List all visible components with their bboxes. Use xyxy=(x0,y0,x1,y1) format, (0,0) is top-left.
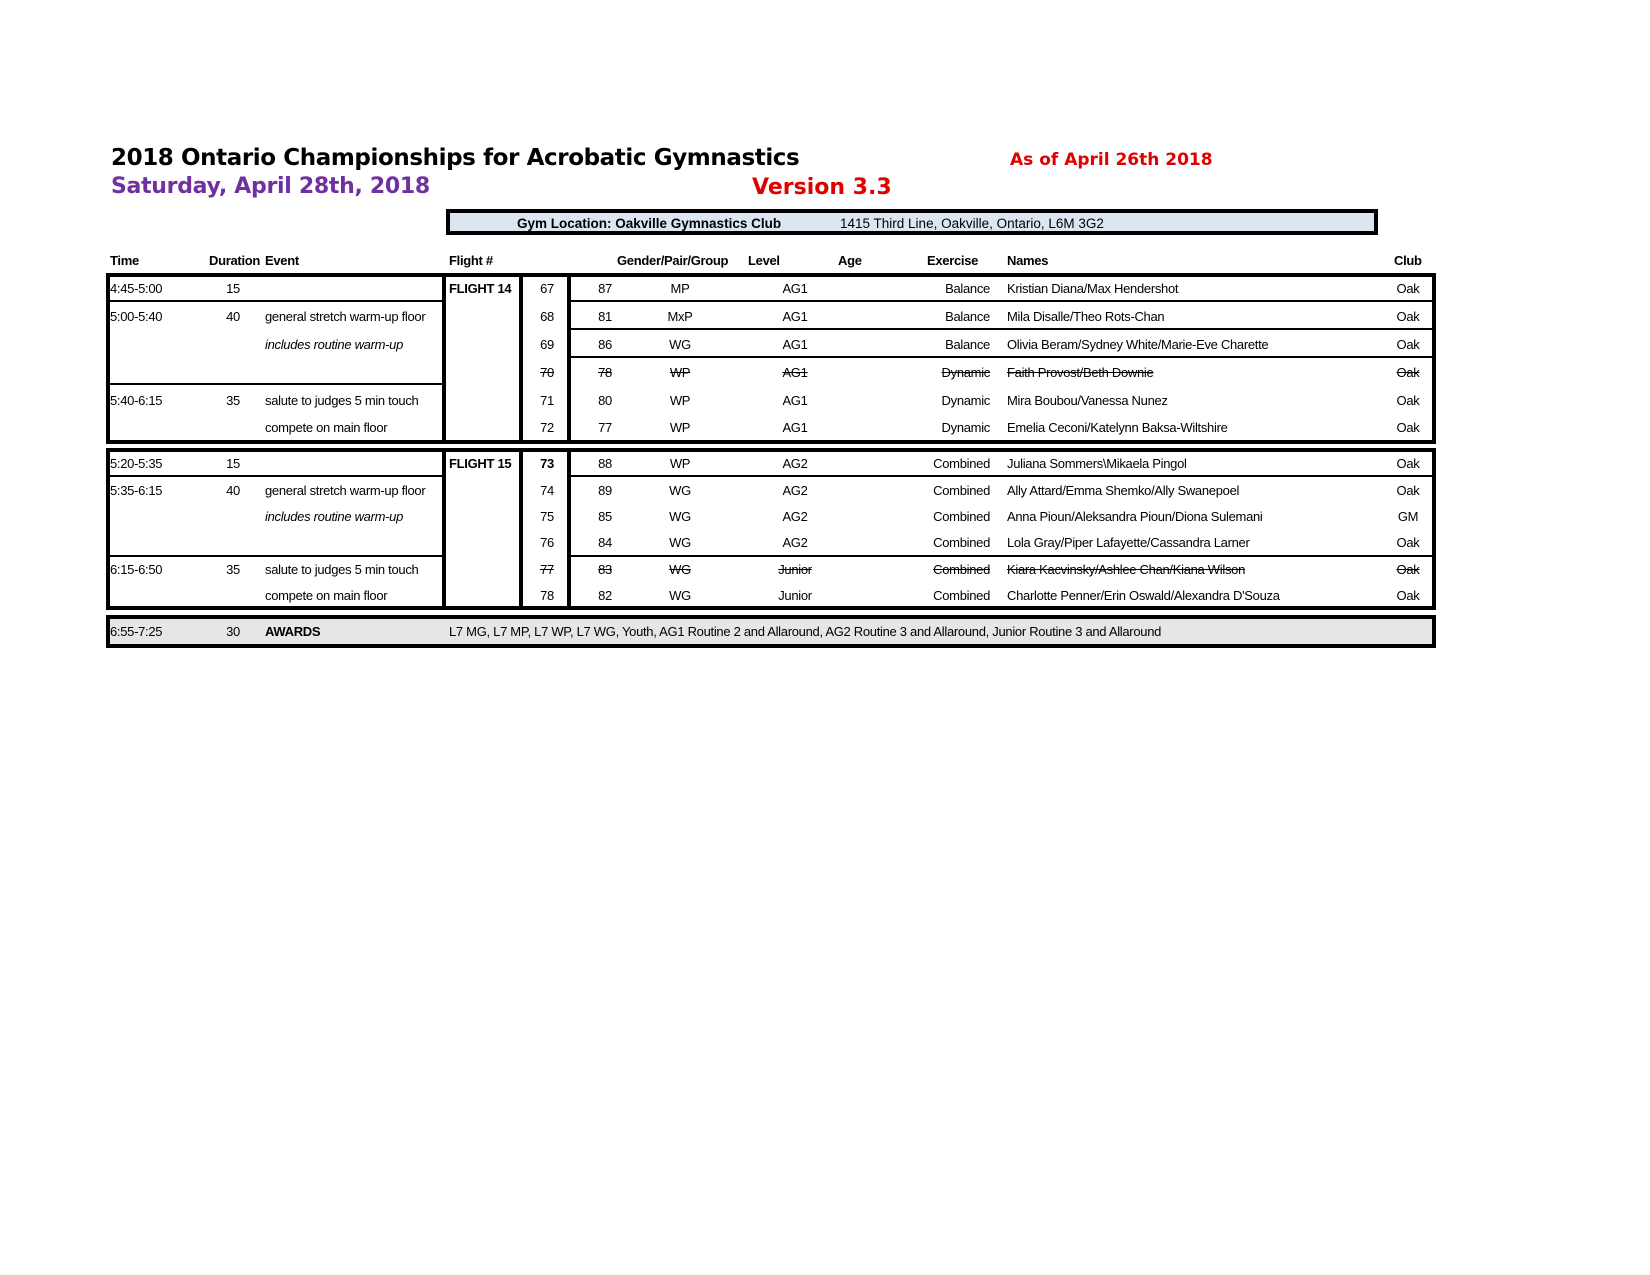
gender-group: WP xyxy=(669,365,691,380)
row-divider xyxy=(106,475,444,477)
entry-number: 77 xyxy=(598,420,612,435)
entry-number: 82 xyxy=(598,588,612,603)
entry-number: 81 xyxy=(598,309,612,324)
col-exercise: Exercise xyxy=(927,253,979,268)
names: Juliana Sommers\Mikaela Pingol xyxy=(1007,456,1187,471)
flight-15-divider xyxy=(519,448,523,610)
names: Olivia Beram/Sydney White/Marie-Eve Charette xyxy=(1007,337,1269,352)
row-divider xyxy=(567,328,1436,330)
row-divider xyxy=(106,383,444,385)
gender-group: MxP xyxy=(667,309,693,324)
entry-number: 78 xyxy=(598,365,612,380)
schedule-time: 5:00-5:40 xyxy=(110,309,163,324)
schedule-time: 6:15-6:50 xyxy=(110,562,163,577)
entry-number: 84 xyxy=(598,535,612,550)
schedule-duration: 35 xyxy=(226,393,240,408)
gender-group: WG xyxy=(669,562,691,577)
level: AG2 xyxy=(782,535,808,550)
version-label: Version 3.3 xyxy=(752,175,892,200)
flight-14-divider xyxy=(519,273,523,444)
row-divider xyxy=(567,555,1436,557)
schedule-event: salute to judges 5 min touch xyxy=(265,562,419,577)
event-date: Saturday, April 28th, 2018 xyxy=(111,174,430,199)
club: GM xyxy=(1397,509,1419,524)
exercise: Combined xyxy=(933,509,990,524)
names: Ally Attard/Emma Shemko/Ally Swanepoel xyxy=(1007,483,1240,498)
flight-label: FLIGHT 15 xyxy=(449,456,512,471)
schedule-time: 4:45-5:00 xyxy=(110,281,163,296)
club: Oak xyxy=(1396,337,1420,352)
flight-15-divider xyxy=(567,448,571,610)
schedule-duration: 15 xyxy=(226,281,240,296)
gym-address: 1415 Third Line, Oakville, Ontario, L6M 3G2 xyxy=(840,216,1104,231)
order-number: 73 xyxy=(540,456,554,471)
names: Charlotte Penner/Erin Oswald/Alexandra D'Souza xyxy=(1007,588,1280,603)
schedule-duration: 40 xyxy=(226,483,240,498)
awards-time: 6:55-7:25 xyxy=(110,624,163,639)
schedule-time: 5:40-6:15 xyxy=(110,393,163,408)
exercise: Combined xyxy=(933,483,990,498)
order-number: 71 xyxy=(540,393,554,408)
order-number: 67 xyxy=(540,281,554,296)
schedule-event-note: compete on main floor xyxy=(265,588,388,603)
gender-group: MP xyxy=(670,281,690,296)
names: Mila Disalle/Theo Rots-Chan xyxy=(1007,309,1165,324)
order-number: 70 xyxy=(540,365,554,380)
club: Oak xyxy=(1396,562,1420,577)
flight-14-frame xyxy=(106,273,1436,444)
level: AG1 xyxy=(782,420,808,435)
schedule-time: 5:20-5:35 xyxy=(110,456,163,471)
row-divider xyxy=(106,555,444,557)
club: Oak xyxy=(1396,393,1420,408)
as-of-date: As of April 26th 2018 xyxy=(1010,150,1213,170)
entry-number: 87 xyxy=(598,281,612,296)
schedule-duration: 35 xyxy=(226,562,240,577)
col-club: Club xyxy=(1394,253,1422,268)
gender-group: WG xyxy=(669,509,691,524)
gender-group: WG xyxy=(669,588,691,603)
order-number: 78 xyxy=(540,588,554,603)
exercise: Combined xyxy=(933,562,990,577)
entry-number: 85 xyxy=(598,509,612,524)
level: AG2 xyxy=(782,483,808,498)
names: Faith Provost/Beth Downie xyxy=(1007,365,1154,380)
flight-14-divider xyxy=(442,273,446,444)
col-gender: Gender/Pair/Group xyxy=(617,253,729,268)
entry-number: 80 xyxy=(598,393,612,408)
names: Mira Boubou/Vanessa Nunez xyxy=(1007,393,1168,408)
level: AG1 xyxy=(782,337,808,352)
col-age: Age xyxy=(838,253,862,268)
entry-number: 86 xyxy=(598,337,612,352)
order-number: 75 xyxy=(540,509,554,524)
exercise: Dynamic xyxy=(941,420,990,435)
gender-group: WP xyxy=(669,420,691,435)
awards-event: AWARDS xyxy=(265,624,321,639)
schedule-event-note: compete on main floor xyxy=(265,420,388,435)
club: Oak xyxy=(1396,309,1420,324)
club: Oak xyxy=(1396,535,1420,550)
flight-label: FLIGHT 14 xyxy=(449,281,512,296)
row-divider xyxy=(106,300,444,302)
row-divider xyxy=(567,356,1436,358)
level: AG1 xyxy=(782,281,808,296)
gender-group: WG xyxy=(669,483,691,498)
gender-group: WP xyxy=(669,393,691,408)
level: AG1 xyxy=(782,365,808,380)
schedule-event-note: includes routine warm-up xyxy=(265,337,404,352)
schedule-event: general stretch warm-up floor xyxy=(265,483,426,498)
col-event: Event xyxy=(265,253,299,268)
level: AG2 xyxy=(782,456,808,471)
level: Junior xyxy=(778,588,812,603)
gym-location-box xyxy=(446,209,1378,235)
level: Junior xyxy=(778,562,812,577)
schedule-duration: 15 xyxy=(226,456,240,471)
exercise: Combined xyxy=(933,456,990,471)
club: Oak xyxy=(1396,588,1420,603)
names: Emelia Ceconi/Katelynn Baksa-Wiltshire xyxy=(1007,420,1228,435)
names: Lola Gray/Piper Lafayette/Cassandra Larner xyxy=(1007,535,1250,550)
gender-group: WG xyxy=(669,337,691,352)
schedule-time: 5:35-6:15 xyxy=(110,483,163,498)
order-number: 69 xyxy=(540,337,554,352)
exercise: Balance xyxy=(945,309,990,324)
schedule-event-note: includes routine warm-up xyxy=(265,509,404,524)
names: Kristian Diana/Max Hendershot xyxy=(1007,281,1179,296)
awards-details: L7 MG, L7 MP, L7 WP, L7 WG, Youth, AG1 Routine 2 and Allaround, AG2 Routine 3 and Allaround, Junior Routine 3 and Allaround xyxy=(449,624,1162,639)
exercise: Balance xyxy=(945,337,990,352)
col-duration: Duration xyxy=(209,253,261,268)
entry-number: 83 xyxy=(598,562,612,577)
club: Oak xyxy=(1396,365,1420,380)
order-number: 68 xyxy=(540,309,554,324)
gender-group: WP xyxy=(669,456,691,471)
schedule-duration: 40 xyxy=(226,309,240,324)
page-title: 2018 Ontario Championships for Acrobatic Gymnastics xyxy=(111,145,800,171)
schedule-event: salute to judges 5 min touch xyxy=(265,393,419,408)
exercise: Dynamic xyxy=(941,365,990,380)
names: Kiara Kacvinsky/Ashlee Chan/Kiana Wilson xyxy=(1007,562,1246,577)
club: Oak xyxy=(1396,420,1420,435)
col-time: Time xyxy=(110,253,139,268)
row-divider xyxy=(567,475,1436,477)
order-number: 76 xyxy=(540,535,554,550)
order-number: 72 xyxy=(540,420,554,435)
gym-location-label: Gym Location: Oakville Gymnastics Club xyxy=(517,216,782,231)
exercise: Combined xyxy=(933,535,990,550)
col-names: Names xyxy=(1007,253,1049,268)
exercise: Dynamic xyxy=(941,393,990,408)
col-level: Level xyxy=(748,253,780,268)
order-number: 77 xyxy=(540,562,554,577)
schedule-event: general stretch warm-up floor xyxy=(265,309,426,324)
order-number: 74 xyxy=(540,483,554,498)
gender-group: WG xyxy=(669,535,691,550)
row-divider xyxy=(567,300,1436,302)
flight-15-frame xyxy=(106,448,1436,610)
col-flight: Flight # xyxy=(449,253,493,268)
level: AG2 xyxy=(782,509,808,524)
awards-duration: 30 xyxy=(226,624,240,639)
club: Oak xyxy=(1396,456,1420,471)
club: Oak xyxy=(1396,281,1420,296)
flight-15-divider xyxy=(442,448,446,610)
flight-14-divider xyxy=(567,273,571,444)
exercise: Balance xyxy=(945,281,990,296)
entry-number: 89 xyxy=(598,483,612,498)
names: Anna Pioun/Aleksandra Pioun/Diona Sulemani xyxy=(1007,509,1263,524)
entry-number: 88 xyxy=(598,456,612,471)
level: AG1 xyxy=(782,309,808,324)
level: AG1 xyxy=(782,393,808,408)
exercise: Combined xyxy=(933,588,990,603)
club: Oak xyxy=(1396,483,1420,498)
